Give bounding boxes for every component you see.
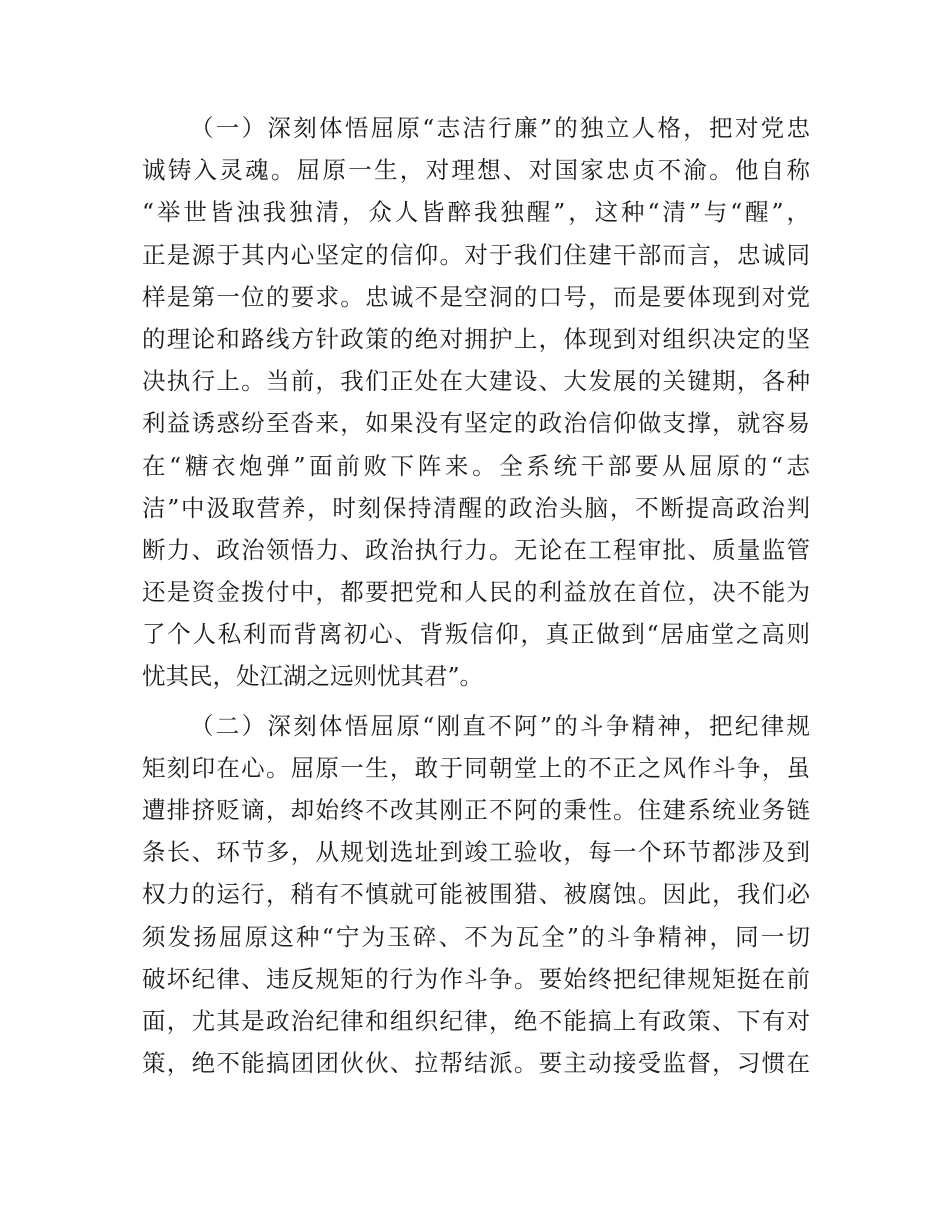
document-body <box>142 107 810 1084</box>
paragraph-line: 权力的运行，稍有不慎就可能被围猎、被腐蚀。因此，我们必 <box>142 880 810 909</box>
paragraph-line: 在“糖衣炮弹”面前败下阵来。全系统干部要从屈原的“志 <box>142 451 810 480</box>
paragraph-line: 断力、政治领悟力、政治执行力。无论在工程审批、质量监管 <box>142 535 810 564</box>
paragraph-line: 样是第一位的要求。忠诚不是空洞的口号，而是要体现到对党 <box>142 282 810 311</box>
paragraph-line: 正是源于其内心坚定的信仰。对于我们住建干部而言，忠诚同 <box>142 240 810 269</box>
paragraph-line: 利益诱惑纷至沓来，如果没有坚定的政治信仰做支撑，就容易 <box>142 409 810 438</box>
paragraph-line: 矩刻印在心。屈原一生，敢于同朝堂上的不正之风作斗争，虽 <box>142 753 810 782</box>
paragraph-2 <box>142 705 810 1085</box>
paragraph-line: 了个人私利而背离初心、背叛信仰，真正做到“居庙堂之高则 <box>142 620 810 649</box>
paragraph-line: 的理论和路线方针政策的绝对拥护上，体现到对组织决定的坚 <box>142 324 810 353</box>
paragraph-line: （一）深刻体悟屈原“志洁行廉”的独立人格，把对党忠 <box>190 114 810 142</box>
paragraph-line: 策，绝不能搞团团伙伙、拉帮结派。要主动接受监督，习惯在 <box>142 1049 810 1078</box>
paragraph-1 <box>142 107 810 698</box>
paragraph-line: “举世皆浊我独清，众人皆醉我独醒”，这种“清”与“醒”， <box>142 198 810 227</box>
paragraph-line: 破坏纪律、违反规矩的行为作斗争。要始终把纪律规矩挺在前 <box>142 964 810 993</box>
paragraph-line: 诚铸入灵魂。屈原一生，对理想、对国家忠贞不渝。他自称 <box>142 156 810 185</box>
paragraph-line: 决执行上。当前，我们正处在大建设、大发展的关键期，各种 <box>142 367 810 396</box>
paragraph-line: 忧其民，处江湖之远则忧其君”。 <box>142 662 484 691</box>
paragraph-line: 须发扬屈原这种“宁为玉碎、不为瓦全”的斗争精神，同一切 <box>142 922 810 951</box>
paragraph-line: 遭排挤贬谪，却始终不改其刚正不阿的秉性。住建系统业务链 <box>142 796 810 824</box>
paragraph-line: （二）深刻体悟屈原“刚直不阿”的斗争精神，把纪律规 <box>190 711 810 740</box>
paragraph-line: 洁”中汲取营养，时刻保持清醒的政治头脑，不断提高政治判 <box>142 493 810 522</box>
paragraph-line: 还是资金拨付中，都要把党和人民的利益放在首位，决不能为 <box>142 578 810 607</box>
paragraph-line: 面，尤其是政治纪律和组织纪律，绝不能搞上有政策、下有对 <box>142 1006 810 1035</box>
paragraph-line: 条长、环节多，从规划选址到竣工验收，每一个环节都涉及到 <box>142 838 810 867</box>
